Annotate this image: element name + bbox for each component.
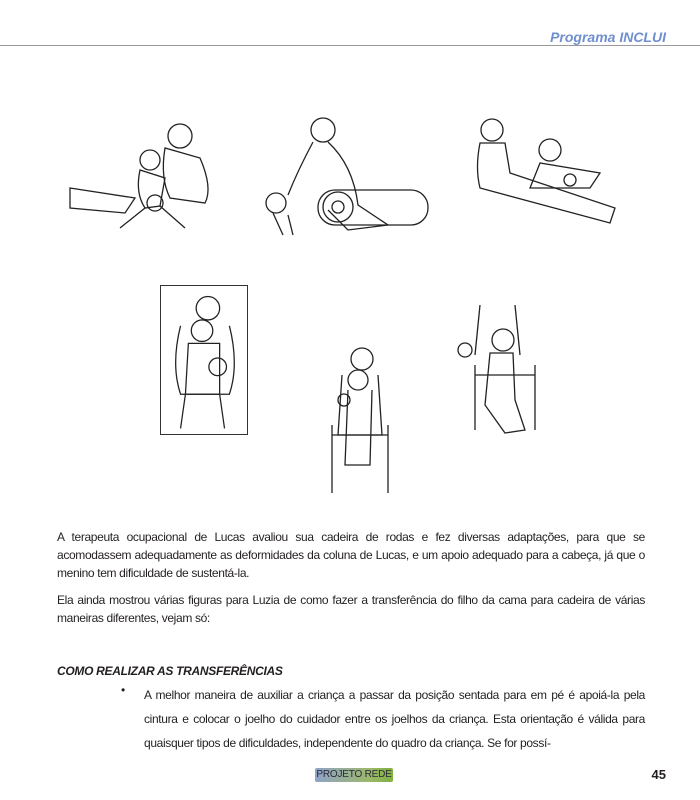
section-heading: COMO REALIZAR AS TRANSFERÊNCIAS (57, 664, 283, 678)
paragraph-1: A terapeuta ocupacional de Lucas avaliou sua cadeira de rodas e fez diversas adaptações, para que se acomodassem adequadamente as deformidades da coluna de Lucas, e um apoio adequado para a cabeça, já que o menino tem dificuldade de sustentá-la. (57, 530, 645, 580)
running-header: Programa INCLUI (550, 29, 666, 45)
illustration-chair-standing-transfer (330, 345, 390, 495)
illustration-long-sitting-support (470, 118, 620, 233)
illustration-standing-from-chair (455, 305, 540, 440)
paragraph-2: Ela ainda mostrou várias figuras para Luzia de como fazer a transferência do filho da cama para cadeira de várias maneiras diferentes, vejam só: (57, 593, 645, 625)
bullet-icon: • (121, 683, 126, 697)
page-number: 45 (651, 767, 666, 782)
bullet-item: A melhor maneira de auxiliar a criança a passar da posição sentada para em pé é apoiá-la pela cintura e colocar o joelho do cuidador entre os joelhos da criança. Esta orientação é válida para quaisquer tipos de dificuldades, independente do quadro da criança. Se for possí- (144, 688, 645, 750)
illustration-floor-sitting-support (65, 118, 215, 236)
header-rule (0, 45, 700, 46)
projeto-rede-logo: PROJETO REDE (316, 769, 392, 780)
illustration-kneeling-with-roll (258, 115, 430, 238)
illustration-seated-lap-support (160, 285, 248, 435)
